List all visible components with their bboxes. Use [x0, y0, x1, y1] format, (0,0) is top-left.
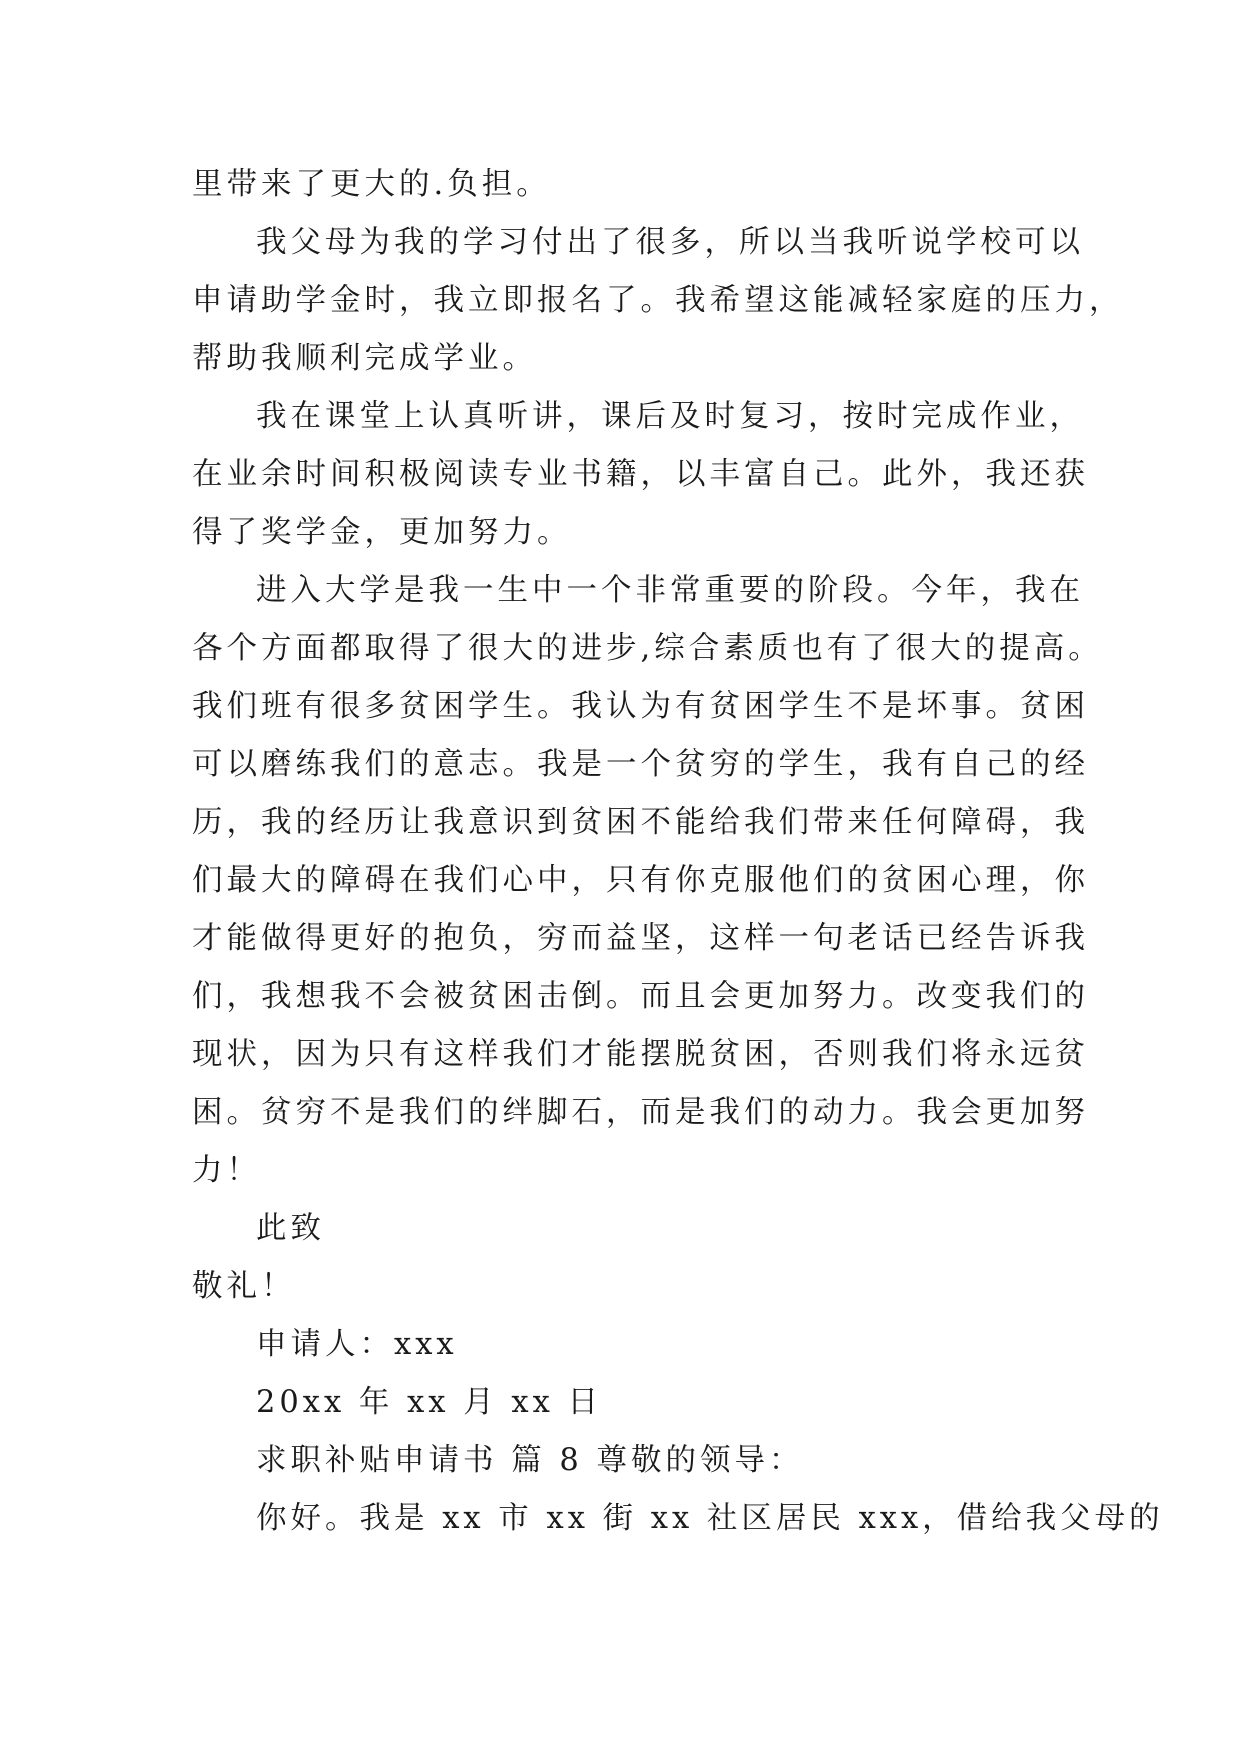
text-line: 此致	[256, 1211, 325, 1246]
text-line: 帮助我顺利完成学业。	[192, 341, 537, 376]
text-line: 进入大学是我一生中一个非常重要的阶段。今年，我在	[256, 573, 1084, 608]
text-line: 我父母为我的学习付出了很多，所以当我听说学校可以	[256, 225, 1084, 260]
text-line: 你好。我是 xx 市 xx 街 xx 社区居民 xxx，借给我父母的	[256, 1501, 1164, 1536]
text-line: 求职补贴申请书 篇 8 尊敬的领导：	[256, 1443, 804, 1478]
text-line: 历，我的经历让我意识到贫困不能给我们带来任何障碍，我	[192, 805, 1089, 840]
text-line: 可以磨练我们的意志。我是一个贫穷的学生，我有自己的经	[192, 747, 1089, 782]
text-line: 我在课堂上认真听讲，课后及时复习，按时完成作业，	[256, 399, 1084, 434]
text-line: 里带来了更大的.负担。	[192, 167, 551, 202]
text-line: 困。贫穷不是我们的绊脚石，而是我们的动力。我会更加努	[192, 1095, 1089, 1130]
text-line: 们，我想我不会被贫困击倒。而且会更加努力。改变我们的	[192, 979, 1089, 1014]
text-line: 20xx 年 xx 月 xx 日	[256, 1385, 602, 1420]
text-line: 在业余时间积极阅读专业书籍，以丰富自己。此外，我还获	[192, 457, 1089, 492]
text-line: 们最大的障碍在我们心中，只有你克服他们的贫困心理，你	[192, 863, 1089, 898]
text-line: 得了奖学金，更加努力。	[192, 515, 572, 550]
text-line: 力！	[192, 1153, 261, 1188]
text-line: 各个方面都取得了很大的进步,综合素质也有了很大的提高。	[192, 631, 1103, 666]
text-line: 敬礼！	[192, 1269, 296, 1304]
text-line: 才能做得更好的抱负，穷而益坚，这样一句老话已经告诉我	[192, 921, 1089, 956]
document-body	[192, 156, 1164, 1548]
text-line: 我们班有很多贫困学生。我认为有贫困学生不是坏事。贫困	[192, 689, 1089, 724]
text-line: 申请助学金时，我立即报名了。我希望这能减轻家庭的压力，	[192, 283, 1124, 318]
text-line: 申请人：xxx	[256, 1327, 458, 1362]
text-line: 现状，因为只有这样我们才能摆脱贫困，否则我们将永远贫	[192, 1037, 1089, 1072]
